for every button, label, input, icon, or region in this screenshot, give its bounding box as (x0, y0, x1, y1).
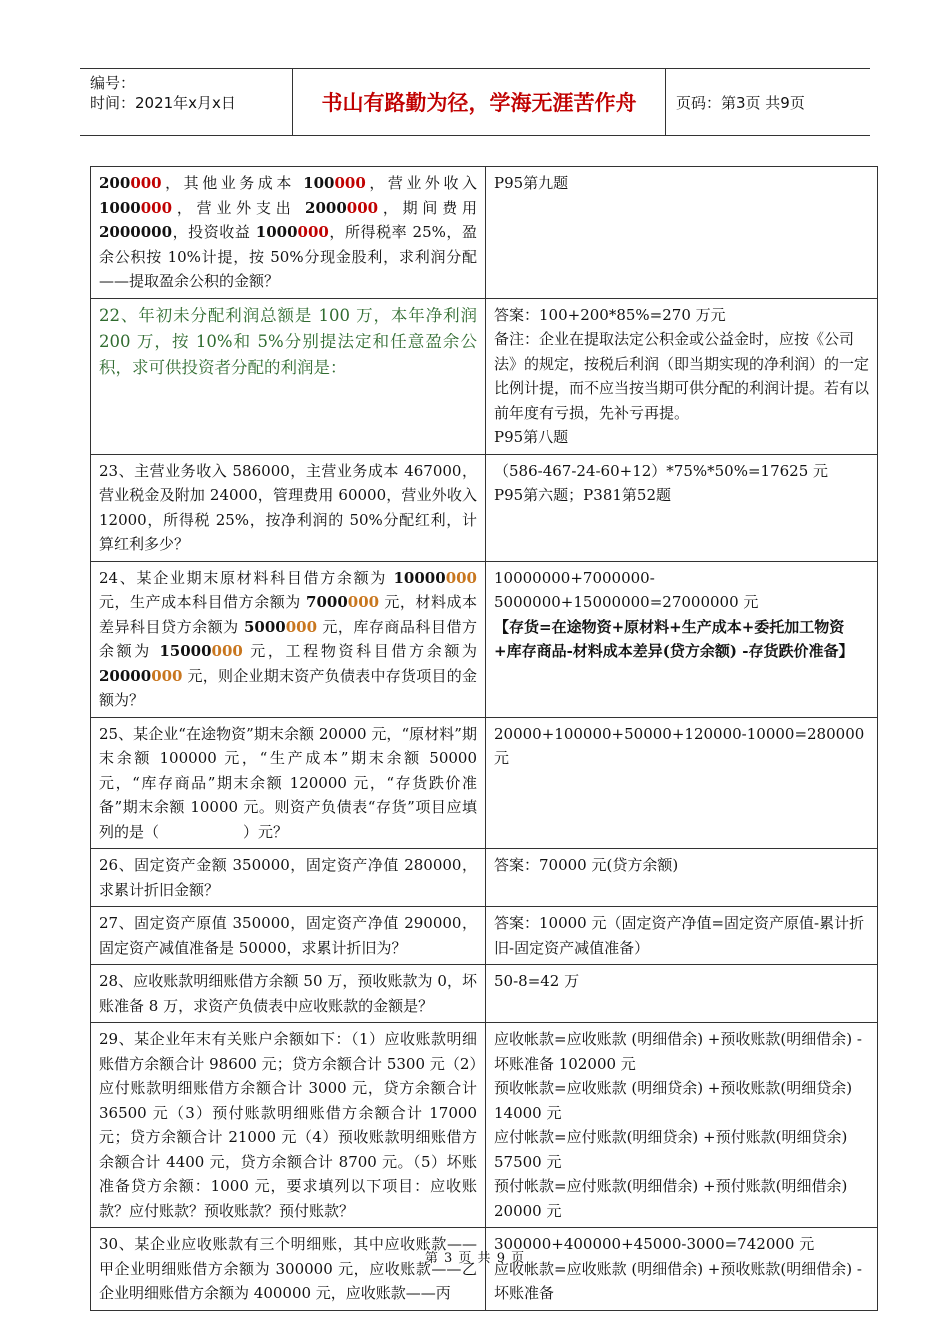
question-cell (91, 1023, 486, 1228)
question-cell (91, 717, 486, 849)
page-header (80, 68, 870, 136)
question-fragment: 2000000 (99, 223, 173, 241)
question-fragment: 000 (347, 593, 380, 611)
answer-line: 50-8=42 万 (494, 972, 580, 990)
question-cell (91, 298, 486, 454)
table-row (91, 965, 878, 1023)
question-fragment: 1000 (255, 223, 298, 241)
question-fragment: 000 (346, 198, 379, 217)
question-text: 30、某企业应收账款有三个明细账，其中应收账款——甲企业明细账借方余额为 300000 元，应收账款——乙企业明细账借方余额为 400000 元，应收账款——丙 (99, 1235, 477, 1302)
answer-line: 20000+100000+50000+120000-10000=280000 元 (494, 724, 865, 767)
question-fragment: ，其他业务成本 (161, 174, 304, 192)
question-fragment: ，营业外收入 (365, 174, 477, 192)
answer-line: 预收帐款=应收账款 (明细贷余) +预收账款(明细贷余) 14000 元 (494, 1079, 853, 1122)
answer-cell (486, 965, 878, 1023)
answer-line: 300000+400000+45000-3000=742000 元 (494, 1235, 815, 1253)
table-row (91, 1023, 878, 1228)
answer-line: （586-467-24-60+12）*75%*50%=17625 元 (494, 461, 829, 480)
question-fragment: 200 (99, 174, 131, 192)
question-fragment: 1000 (99, 198, 141, 217)
table-row (91, 454, 878, 561)
answer-line: 应收帐款=应收账款 (明细借余) +预收账款(明细借余) -坏账准备 (494, 1259, 862, 1302)
table-row (91, 561, 878, 717)
answer-formula: 【存货=在途物资+原材料+生产成本+委托加工物资+库存商品-材料成本差异(贷方余额) -存货跌价准备】 (494, 617, 854, 660)
answer-cell (486, 1023, 878, 1228)
answer-cell (486, 1228, 878, 1311)
answer-cell (486, 849, 878, 907)
question-fragment: 10000 (393, 568, 446, 587)
table-row (91, 298, 878, 454)
motto: 书山有路勤为径，学海无涯苦作舟 (292, 69, 666, 135)
page-label: 页码：第3页 共9页 (676, 93, 805, 112)
answer-line: P95第九题 (494, 174, 569, 192)
answer-cell (486, 454, 878, 561)
answer-cell (486, 561, 878, 717)
question-fragment: ，营业外支出 (172, 198, 306, 217)
answer-line: 应付帐款=应付账款(明细贷余) +预付账款(明细贷余) 57500 元 (494, 1128, 848, 1171)
date-label: 时间：2021年x月x日 (90, 94, 236, 112)
question-fragment: 000 (151, 666, 183, 685)
question-fragment: 100 (303, 174, 335, 192)
question-fragment: 元，工程物资科目借方余额为 (242, 642, 477, 660)
question-fragment: 元，材料成本差异科目贷方余额为 (99, 593, 477, 636)
question-cell (91, 454, 486, 561)
answer-line: 答案：100+200*85%=270 万元 (494, 305, 726, 324)
question-fragment: 元，则企业期末资产负债表中存货项目的金额为？ (99, 666, 477, 709)
question-fragment: ，投资收益 (172, 223, 256, 241)
question-text-end: ）元？ (243, 822, 289, 841)
question-fragment: ，期间费用 (378, 198, 477, 217)
answer-line: 10000000+7000000-5000000+15000000=27000000 元 (494, 568, 759, 611)
question-fragment: 000 (140, 198, 173, 217)
table-row (91, 907, 878, 965)
question-fragment: 元，库存商品科目借方余额为 (99, 617, 477, 660)
answer-line: 答案：70000 元(贷方余额) (494, 856, 679, 874)
code-label: 编号： (90, 74, 136, 92)
answer-note: 备注：企业在提取法定公积金或公益金时，应按《公司法》的规定，按税后利润（即当期实现的净利润）的一定比例计提，而不应当按当期可供分配的利润计提。若有以前年度有亏损，先补亏再提。 (494, 330, 870, 422)
question-text: 28、应收账款明细账借方余额 50 万，预收账款为 0，坏账准备 8 万，求资产负债表中应收账款的金额是？ (99, 972, 477, 1015)
answer-line: 预付帐款=应付账款(明细借余) +预付账款(明细借余) 20000 元 (494, 1177, 848, 1220)
question-fragment: 000 (297, 223, 329, 241)
question-cell (91, 561, 486, 717)
question-cell (91, 965, 486, 1023)
question-text: 29、某企业年末有关账户余额如下：（1）应收账款明细账借方余额合计 98600 元；贷方余额合计 5300 元（2）应付账款明细账借方余额合计 3000 元，贷方余额合计 36500 元（3）预付账款明细账借方余额合计 17000 元；贷方余额合计 21000 元（4）预收账款明细账借方余额合计 4400 元，贷方余额合计 8700 元。（5）坏账准备贷方余额：1000 元，要求填列以下项目：应收账款？应付账款？预收账款？预付账款？ (99, 1030, 477, 1220)
question-fragment: 000 (130, 174, 162, 192)
page-footer: 第 3 页 共 9 页 (424, 1251, 526, 1266)
question-fragment: 15000 (159, 642, 212, 660)
question-fragment: 2000 (305, 198, 347, 217)
table-row (91, 167, 878, 299)
question-text: 23、主营业务收入 586000，主营业务成本 467000，营业税金及附加 24000，管理费用 60000，营业外收入 12000，所得税 25%，按净利润的 50%分配红利，计算红利多少？ (99, 461, 477, 553)
answer-line: 应收帐款=应收账款 (明细借余) +预收账款(明细借余) -坏账准备 102000 元 (494, 1030, 862, 1073)
answer-line: P95第六题；P381第52题 (494, 486, 671, 504)
qa-table (90, 166, 878, 1311)
question-fragment: 5000 (243, 617, 286, 636)
question-fragment: 7000 (306, 593, 348, 611)
question-fragment: ，所得税率 25%，盈余公积按 10%计提，按 50%分现金股利，求利润分配——提取盈余公积的金额？ (99, 223, 477, 290)
answer-cell (486, 167, 878, 299)
question-fragment: 24、某企业期末原材料科目借方余额为 (99, 568, 394, 587)
answer-cell (486, 907, 878, 965)
question-text: 26、固定资产金额 350000，固定资产净值 280000，求累计折旧金额？ (99, 856, 477, 899)
question-text: 27、固定资产原值 350000，固定资产净值 290000，固定资产减值准备是 50000，求累计折旧为？ (99, 914, 477, 957)
table-row (91, 717, 878, 849)
header-meta (80, 69, 292, 135)
question-fragment: 元，生产成本科目借方余额为 (99, 593, 307, 611)
answer-line: P95第八题 (494, 428, 569, 446)
question-text: 22、年初未分配利润总额是 100 万，本年净利润 200 万，按 10%和 5%分别提法定和任意盈余公积，求可供投资者分配的利润是： (99, 305, 477, 377)
question-text: 25、某企业“在途物资”期末余额 20000 元，“原材料”期末余额 100000 元，“生产成本”期末余额 50000 元，“库存商品”期末余额 120000 元，“存货跌价准备”期末余额 10000 元。则资产负债表“存货”项目应填列的是（ (99, 724, 477, 841)
question-cell (91, 1228, 486, 1311)
question-fragment: 000 (285, 617, 318, 636)
table-row (91, 849, 878, 907)
table-row (91, 1228, 878, 1311)
question-fragment: 000 (334, 174, 366, 192)
question-fragment: 000 (445, 568, 477, 587)
answer-cell (486, 717, 878, 849)
question-cell (91, 167, 486, 299)
answer-line: 答案：10000 元（固定资产净值=固定资产原值-累计折旧-固定资产减值准备） (494, 914, 865, 957)
question-fragment: 20000 (99, 666, 152, 685)
question-cell (91, 907, 486, 965)
question-fragment: 000 (211, 642, 243, 660)
answer-cell (486, 298, 878, 454)
question-cell (91, 849, 486, 907)
